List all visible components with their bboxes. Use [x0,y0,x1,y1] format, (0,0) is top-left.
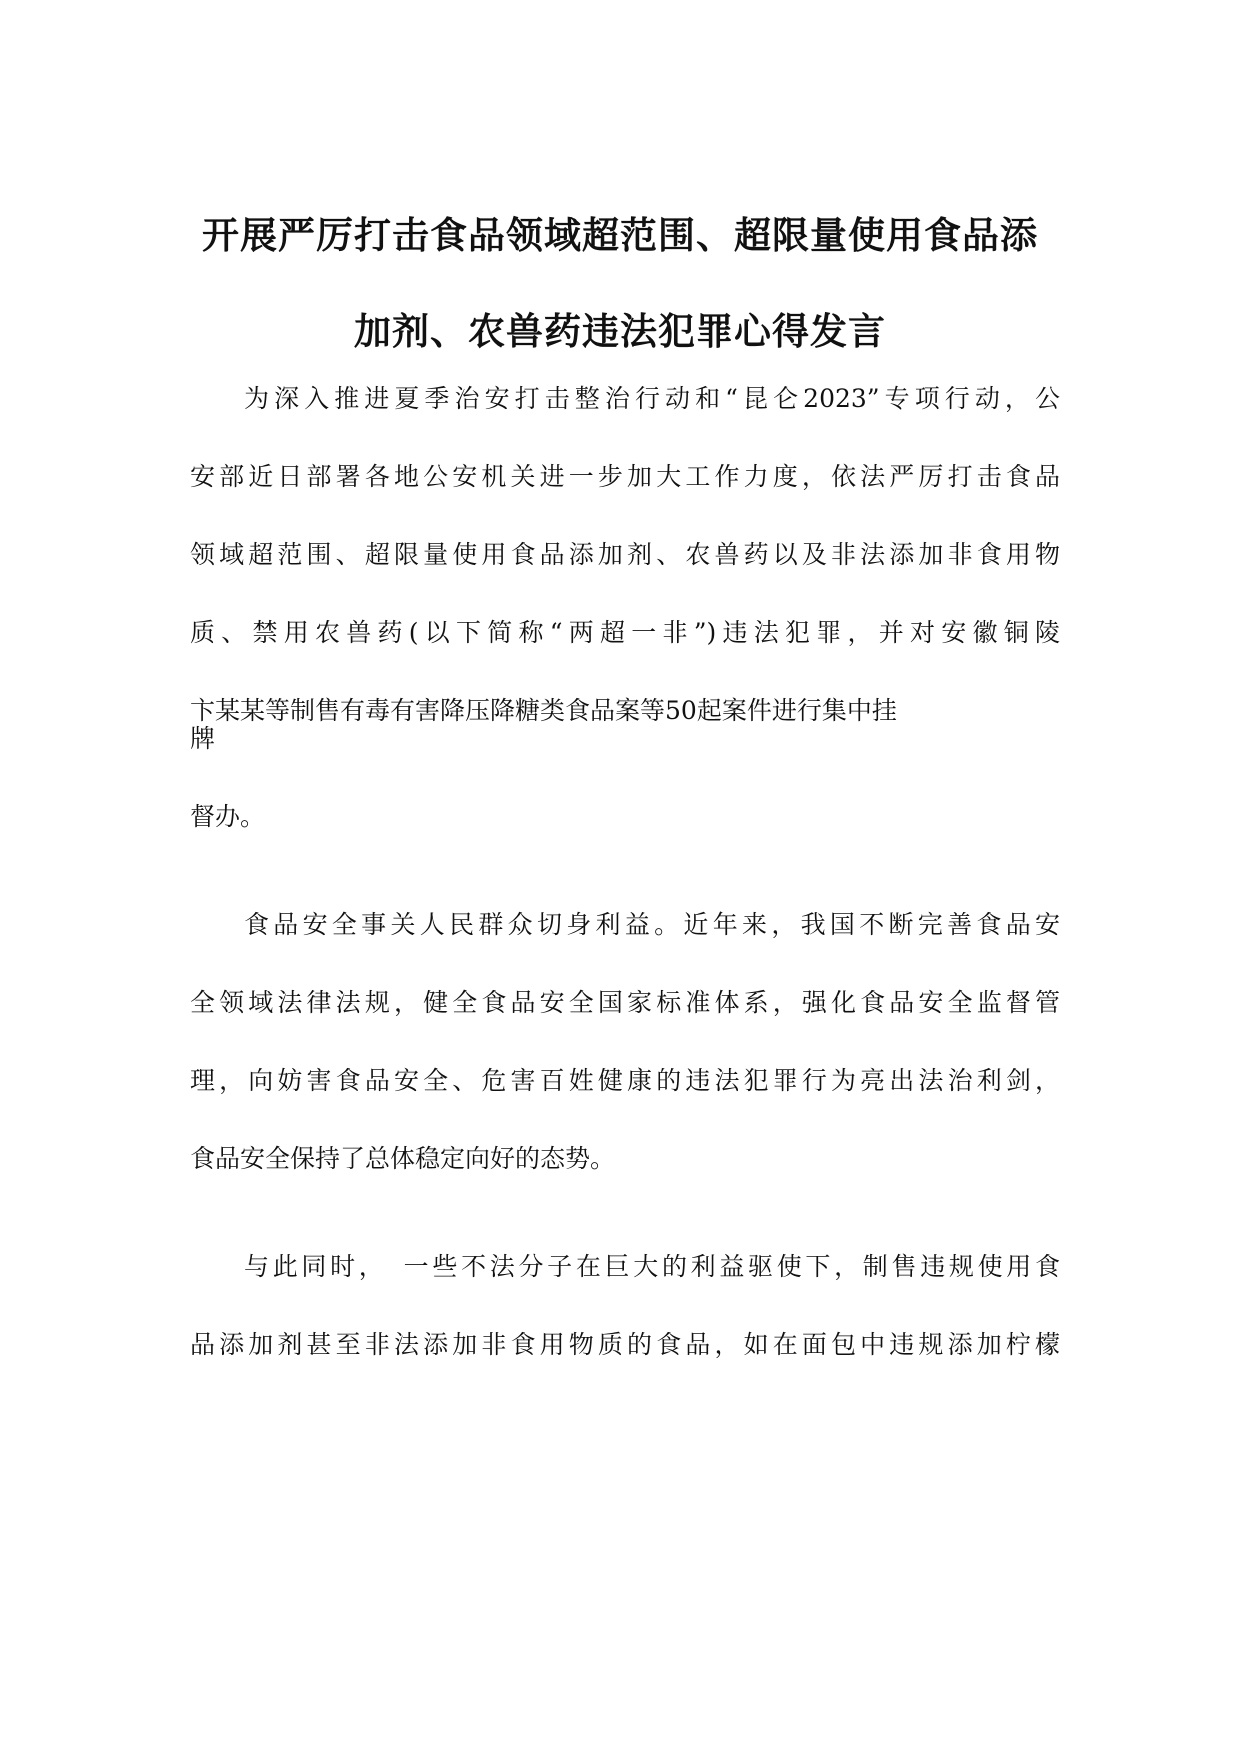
document-title-line-2: 加剂、农兽药违法犯罪心得发言 [354,310,886,353]
paragraph-2-line-1: 食品安全事关人民群众切身利益。近年来，我国不断完善食品安 [244,910,1060,939]
paragraph-2-line-4: 食品安全保持了总体稳定向好的态势。 [190,1144,616,1173]
paragraph-3-line-2: 品添加剂甚至非法添加非食用物质的食品，如在面包中违规添加柠檬 [190,1330,1060,1359]
paragraph-1-line-5: 卞某某等制售有毒有害降压降糖类食品案等50起案件进行集中挂 [190,696,897,725]
paragraph-1-line-2: 安部近日部署各地公安机关进一步加大工作力度，依法严厉打击食品 [190,462,1060,491]
paragraph-2-line-2: 全领域法律法规，健全食品安全国家标准体系，强化食品安全监督管 [190,988,1060,1017]
paragraph-2-line-3: 理，向妨害食品安全、危害百姓健康的违法犯罪行为亮出法治利剑， [190,1066,1060,1095]
paragraph-1-line-4: 质、禁用农兽药(以下简称“两超一非”)违法犯罪，并对安徽铜陵 [190,618,1060,647]
document-title-line-1: 开展严厉打击食品领域超范围、超限量使用食品添 [202,214,1038,257]
paragraph-1-line-1: 为深入推进夏季治安打击整治行动和“昆仑2023”专项行动，公 [244,384,1060,413]
paragraph-1-line-7: 督办。 [190,802,266,831]
paragraph-1-line-3: 领域超范围、超限量使用食品添加剂、农兽药以及非法添加非食用物 [190,540,1060,569]
paragraph-3-line-1: 与此同时， 一些不法分子在巨大的利益驱使下，制售违规使用食 [244,1252,1060,1281]
paragraph-1-line-6: 牌 [190,724,216,753]
